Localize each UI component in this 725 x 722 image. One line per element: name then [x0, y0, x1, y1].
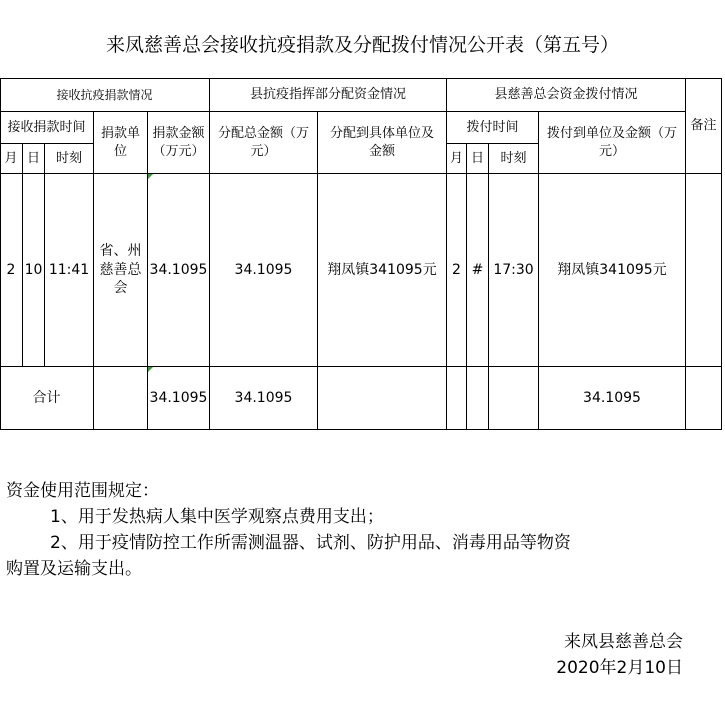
header-disburse-group: 县慈善总会资金拨付情况: [494, 87, 638, 103]
cell-alloc-total: 34.1095: [234, 261, 293, 278]
header-allocate-group: 县抗疫指挥部分配资金情况: [249, 87, 406, 103]
cell-disburse-day: #: [471, 261, 484, 278]
notes-heading: 资金使用范围规定：: [6, 481, 159, 501]
header-disburse-month: 月: [449, 150, 463, 166]
cell-disburse-month: 2: [452, 261, 461, 278]
header-remark: 备注: [690, 118, 717, 134]
total-alloc: 34.1095: [234, 389, 293, 406]
total-label: 合计: [32, 389, 61, 406]
notes-item-2-cont: 购置及运输支出。: [6, 559, 142, 579]
header-alloc-total: 分配总金额（万元）: [217, 125, 309, 159]
cell-alloc-units: 翔凤镇341095元: [327, 261, 437, 278]
header-disburse-units: 拨付到单位及金额（万元）: [546, 125, 677, 159]
usage-notes: [6, 478, 571, 582]
header-month: 月: [4, 150, 18, 166]
notes-item-2: 2、用于疫情防控工作所需测温器、试剂、防护用品、消毒用品等物资: [50, 533, 571, 553]
header-donor: 捐款单位: [100, 125, 140, 159]
total-amount: 34.1095: [149, 389, 208, 406]
header-disburse-day: 日: [470, 150, 484, 166]
notes-item-1: 1、用于发热病人集中医学观察点费用支出；: [50, 507, 384, 527]
header-moment: 时刻: [55, 150, 82, 166]
cell-time: 11:41: [48, 261, 90, 278]
cell-disburse-units: 翔凤镇341095元: [557, 261, 667, 278]
page-title: 来凤慈善总会接收抗疫捐款及分配拨付情况公开表（第五号）: [105, 34, 619, 56]
header-disburse-moment: 时刻: [500, 150, 527, 166]
header-day: 日: [26, 150, 40, 166]
signature-org: 来凤县慈善总会: [564, 632, 683, 652]
cell-day: 10: [24, 261, 43, 278]
header-alloc-units: 分配到具体单位及金额: [329, 125, 434, 159]
signature-date: 2020年2月10日: [556, 658, 683, 678]
cell-month: 2: [6, 261, 16, 278]
cell-amount: 34.1095: [149, 261, 208, 278]
total-disburse: 34.1095: [583, 389, 641, 406]
cell-donor: 省、州慈善总会: [99, 242, 142, 297]
cell-disburse-time: 17:30: [493, 261, 534, 278]
header-donation-amount: 捐款金额（万元）: [152, 125, 205, 159]
header-receive-group: 接收抗疫捐款情况: [56, 87, 153, 102]
header-receive-time: 接收捐款时间: [7, 119, 86, 135]
header-disburse-time: 拨付时间: [466, 119, 519, 135]
